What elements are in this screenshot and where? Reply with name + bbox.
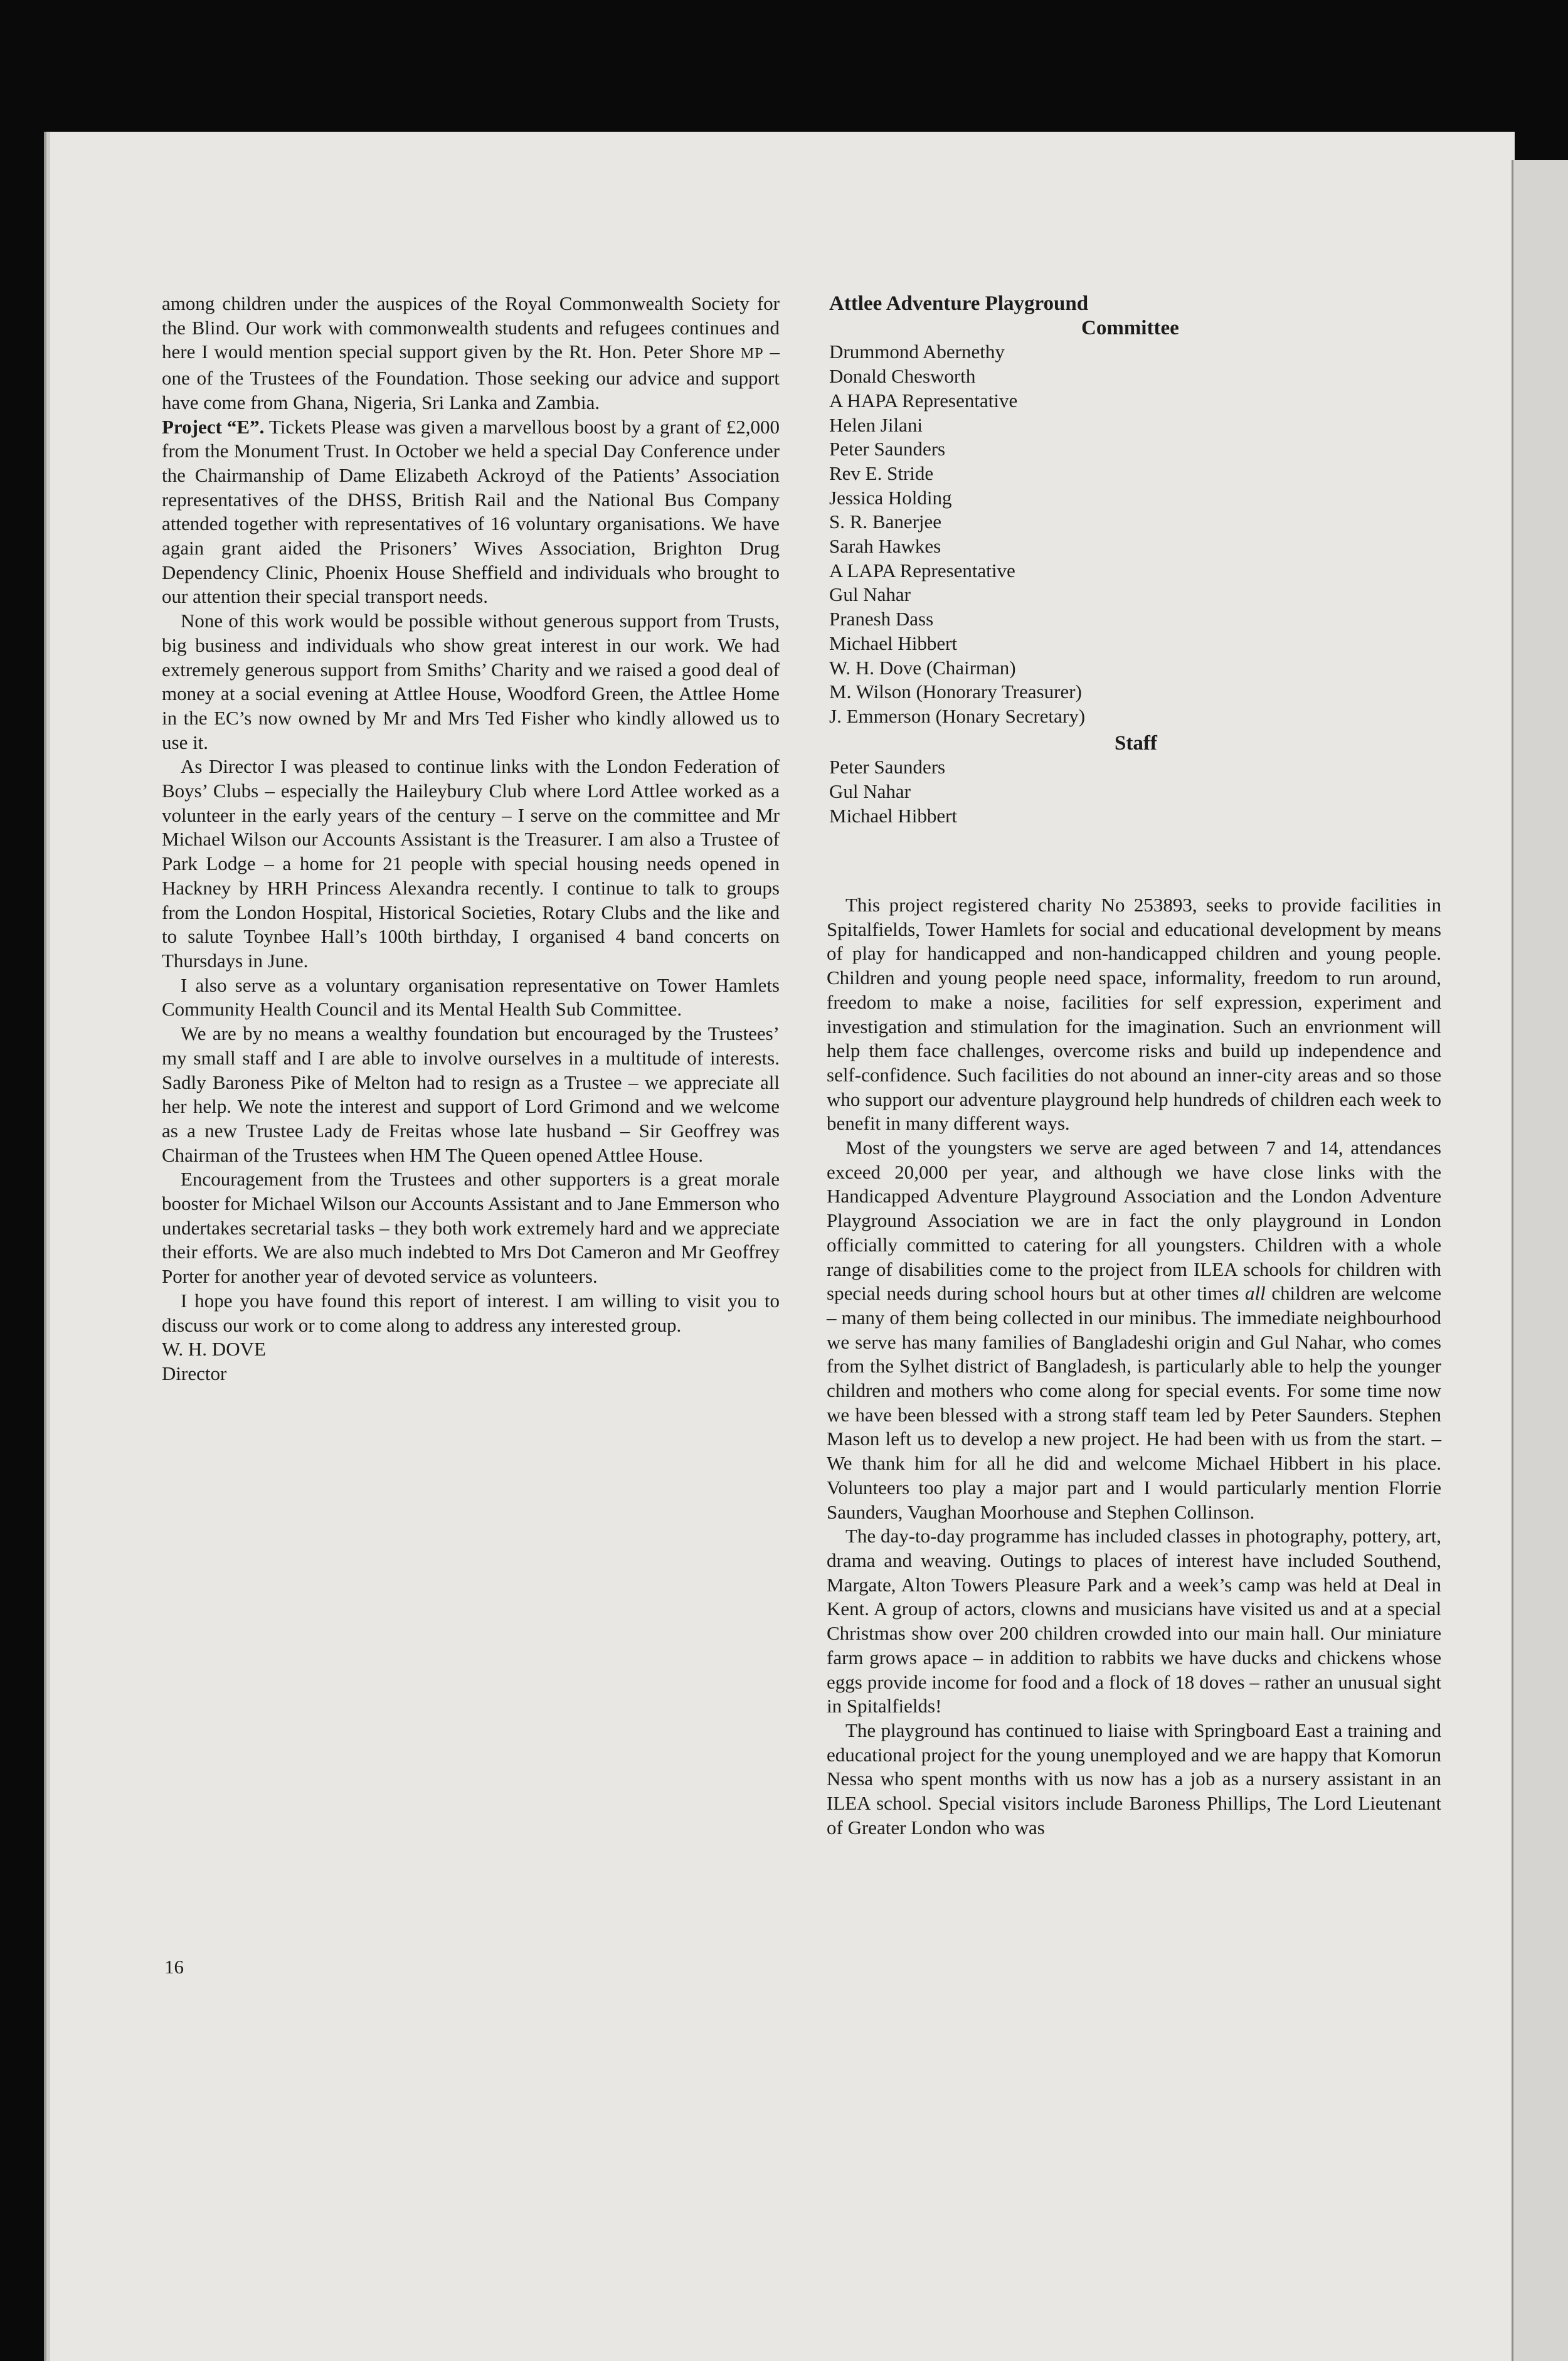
paragraph-text: Tickets Please was given a marvellous boost by a grant of £2,000 from the Monument Trust. In October we held a special Day Conference under the Chairmanship of Dame Elizabeth Ackroyd of the Patients’ Association representatives of the DHSS, British Rail and the National Bus Company attended together with representatives of 16 voluntary organisations. We have again grant aided the Prisoners’ Wives Association, Brighton Drug Dependency Clinic, Phoenix House Sheffield and individuals who brought to our attention their special transport needs. [162,415,780,608]
paragraph-charity: This project registered charity No 253893, seeks to provide facilities in Spitalfields, Tower Hamlets for social and educational development by means of play for handicapped and non-handicapped children and young people. Children and young people need space, informality, freedom to run around, freedom to make a noise, facilities for self expression, experiment and investigation and stimulation for the imagination. Such an envrionment will help them face challenges, overcome risks and build up independence and self-confidence. Such facilities do not abound an inner-city areas and so those who support our adventure playground help hundreds of children each week to benefit in many different ways. [827,894,1441,1135]
list-item: M. Wilson (Honorary Treasurer) [829,681,1082,703]
list-item: Peter Saunders [829,756,946,778]
signature-title: Director [162,1362,227,1384]
paragraph-project-e [162,415,780,610]
paragraph-youngsters [827,1136,1441,1524]
left-column [162,292,780,1386]
staff-list [829,755,1205,828]
paragraph-commonwealth [162,292,780,415]
list-item: Drummond Abernethy [829,341,1005,363]
list-item: S. R. Banerjee [829,511,942,533]
committee-list [829,340,1205,728]
list-item: A HAPA Representative [829,389,1018,411]
paragraph-encouragement: Encouragement from the Trustees and other supporters is a great morale booster for Michael Wilson our Accounts Assistant and to Jane Emmerson who undertakes secretarial tasks – they both work extremely hard and we appreciate their efforts. We are also much indebted to Mrs Dot Cameron and Mr Geoffrey Porter for another year of devoted service as volunteers. [162,1168,780,1288]
list-item: Michael Hibbert [829,632,958,654]
list-item: W. H. Dove (Chairman) [829,656,1016,679]
list-item: Gul Nahar [829,780,911,803]
paragraph-programme: The day-to-day programme has included classes in photography, pottery, art, drama and weaving. Outings to places of interest have included Southend, Margate, Alton Towers Pleasure Park and a week’s camp was held at Deal in Kent. A group of actors, clowns and musicians have visited us and at a special Christmas show over 200 children crowded into our main hall. Our miniature farm grows apace – in addition to rabbits we have ducks and chickens whose eggs provide income for food and a flock of 18 doves – rather an unusual sight in Spitalfields! [827,1525,1441,1717]
paragraph-health-council: I also serve as a voluntary organisation representative on Tower Hamlets Community Health Council and its Mental Health Sub Committee. [162,974,780,1021]
paragraph-text: – one of the Trustees of the Foundation. Those seeking our advice and support have come from Ghana, Nigeria, Sri Lanka and Zambia. [162,341,780,413]
committee-subheading: Committee [1081,316,1179,339]
emphasis-all: all [1245,1282,1266,1305]
list-item: Pranesh Dass [829,608,934,630]
paragraph-text: children are welcome – many of them being collected in our minibus. The immediate neighbourhood we serve has many families of Bangladeshi origin and Gul Nahar, who comes from the Sylhet district of Bangladesh, is particularly able to help the younger children and mothers who come along for special events. For some time now we have been blessed with a strong staff team led by Peter Saunders. Stephen Mason left us to develop a new project. He had been with us from the start. – We thank him for all he did and welcome Michael Hibbert in his place. Volunteers too play a major part and I would particularly mention Florrie Saunders, Vaughan Moorhouse and Stephen Collinson. [827,1282,1441,1523]
paragraph-trustees: We are by no means a wealthy foundation but encouraged by the Trustees’ my small staff and I are able to involve ourselves in a multitude of interests. Sadly Baroness Pike of Melton had to resign as a Trustee – we appreciate all her help. We note the interest and support of Lord Grimond and we welcome as a new Trustee Lady de Freitas whose late husband – Sir Geoffrey was Chairman of the Trustees when HM The Queen opened Attlee House. [162,1022,780,1166]
mp-abbreviation: MP [740,346,764,363]
list-item: Sarah Hawkes [829,535,941,558]
committee-block [829,292,1205,828]
paragraph-closing: I hope you have found this report of interest. I am willing to visit you to discuss our work or to come along to address any interested group. [162,1289,780,1336]
list-item: Helen Jilani [829,413,923,436]
paragraph-support: None of this work would be possible without generous support from Trusts, big business and individuals who show great interest in our work. We had extremely generous support from Smiths’ Charity and we raised a good deal of money at a social evening at Attlee House, Woodford Green, the Attlee Home in the EC’s now owned by Mr and Mrs Ted Fisher who kindly allowed us to use it. [162,610,780,753]
signature-name: W. H. DOVE [162,1338,266,1361]
page-number: 16 [164,1956,184,1978]
list-item: A LAPA Representative [829,559,1015,581]
staff-heading: Staff [1115,731,1157,755]
list-item: Peter Saunders [829,438,946,460]
list-item: Jessica Holding [829,486,952,509]
committee-heading: Attlee Adventure Playground [829,292,1089,315]
list-item: Michael Hibbert [829,804,958,827]
paragraph-text: Most of the youngsters we serve are aged between 7 and 14, attendances exceed 20,000 per year, and although we have close links with the Handicapped Adventure Playground Association and the London Adventure Playground Association we are in fact the only playground in London officially committed to catering for all youngsters. Children with a whole range of disabilities come to the project from ILEA schools for children with special needs during school hours but at other times [827,1137,1441,1305]
paragraph-director-links: As Director I was pleased to continue links with the London Federation of Boys’ Clubs – especially the Haileybury Club where Lord Attlee worked as a volunteer in the early years of the century – I serve on the committee and Mr Michael Wilson our Accounts Assistant is the Treasurer. I am also a Trustee of Park Lodge – a home for 21 people with special housing needs opened in Hackney by HRH Princess Alexandra recently. I continue to talk to groups from the London Hospital, Historical Societies, Rotary Clubs and the like and to salute Toynbee Hall’s 100th birthday, I organised 4 band concerts on Thursdays in June. [162,755,780,972]
project-e-heading: Project “E”. [162,415,265,438]
paragraph-liaison: The playground has continued to liaise with Springboard East a training and educational project for the young unemployed and we are happy that Komorun Nessa who spent months with us now has a job as a nursery assistant in an ILEA school. Special visitors include Baroness Phillips, The Lord Lieutenant of Greater London who was [827,1719,1441,1838]
list-item: Donald Chesworth [829,365,976,388]
facing-page-edge [1512,160,1568,2361]
paragraph-text: among children under the auspices of the Royal Commonwealth Society for the Blind. Our work with commonwealth students and refugees continues and here I would mention special support given by the Rt. Hon. Peter Shore [162,292,780,363]
list-item: J. Emmerson (Honary Secretary) [829,704,1086,727]
list-item: Gul Nahar [829,583,911,606]
list-item: Rev E. Stride [829,462,934,484]
right-column-body [827,893,1441,1840]
